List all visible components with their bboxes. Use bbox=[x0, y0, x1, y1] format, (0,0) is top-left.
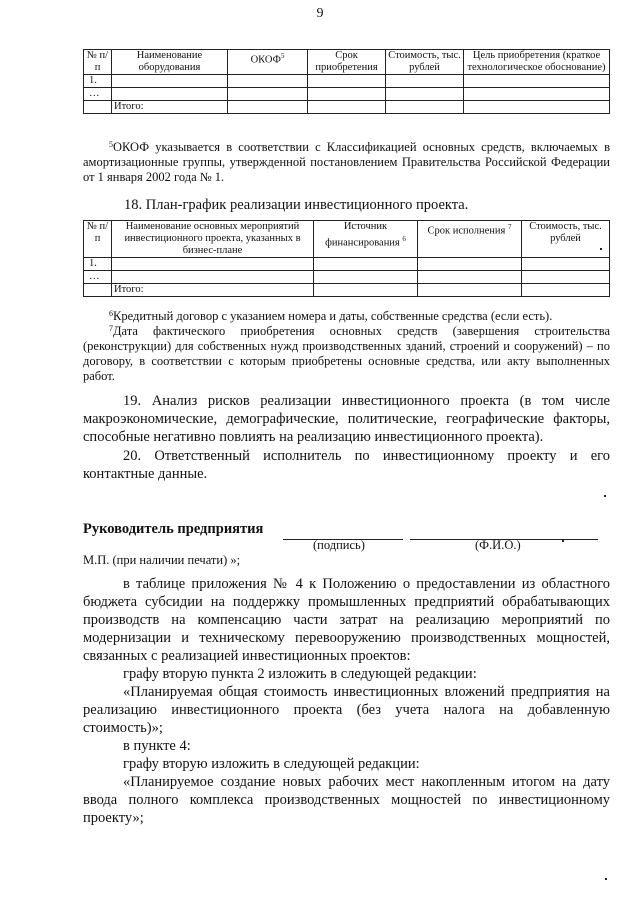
col-header: ОКОФ$^5$ bbox=[228, 50, 308, 75]
col-header: Цель приобретения (краткое технологическое обоснование) bbox=[464, 50, 610, 75]
name-caption: (Ф.И.О.) bbox=[475, 538, 521, 552]
row-number: … bbox=[84, 271, 112, 284]
total-label: Итого: bbox=[112, 284, 314, 297]
table-row bbox=[84, 88, 610, 101]
body-paragraph: графу вторую пункта 2 изложить в следующей редакции: bbox=[123, 666, 477, 682]
stamp-note: М.П. (при наличии печати) »; bbox=[83, 553, 241, 567]
page-number: 9 bbox=[316, 6, 324, 21]
table-row bbox=[84, 258, 610, 271]
col-header: Срок исполнения $^7$ bbox=[418, 221, 522, 258]
col-header: № п/п bbox=[84, 221, 112, 258]
body-paragraph: в таблице приложения № 4 к Положению о предоставлении из областного бюджета субсидии на поддержку промышленных предприятий обрабатывающих производств на компенсацию части затрат на реализацию мероприятий по модернизации и техническому перевооружению производственных мощностей, связанных с реализацией инвестиционных проектов: bbox=[83, 576, 610, 664]
body-paragraph: «Планируемое создание новых рабочих мест накопленным итогом на дату ввода полного комплекса производственных мощностей по инвестиционному проекту»; bbox=[83, 774, 610, 826]
equipment-table bbox=[83, 49, 610, 114]
body-paragraph: в пункте 4: bbox=[123, 738, 191, 754]
scan-speck bbox=[605, 878, 607, 880]
footnote-7: $^7$Дата фактического приобретения основных средств (завершения строительства (реконструкции) для собственных нужд производственных зданий, строений и сооружений) – по договору, в соответствии с которым приобретены основные средства, или акту выполненных работ. bbox=[83, 324, 610, 383]
body-paragraph: графу вторую изложить в следующей редакции: bbox=[123, 756, 420, 772]
director-title: Руководитель предприятия bbox=[83, 521, 264, 537]
table-total-row bbox=[84, 284, 610, 297]
col-header: Стоимость, тыс. рублей bbox=[522, 221, 610, 258]
total-label: Итого: bbox=[112, 101, 228, 114]
scan-speck bbox=[600, 248, 602, 250]
table-total-row bbox=[84, 101, 610, 114]
row-number: … bbox=[84, 88, 112, 101]
row-number: 1. bbox=[84, 258, 112, 271]
col-header: № п/п bbox=[84, 50, 112, 75]
schedule-table bbox=[83, 220, 610, 297]
section-18-heading: 18. План-график реализации инвестиционного проекта. bbox=[124, 197, 469, 213]
scan-speck bbox=[604, 495, 606, 497]
scan-speck bbox=[562, 540, 564, 542]
table-header-row bbox=[84, 221, 610, 258]
row-number: 1. bbox=[84, 75, 112, 88]
col-header: Срок приобретения bbox=[308, 50, 386, 75]
table-header-row bbox=[84, 50, 610, 75]
table-row bbox=[84, 75, 610, 88]
signature-caption: (подпись) bbox=[313, 538, 365, 552]
body-paragraph: «Планируемая общая стоимость инвестиционных вложений предприятия на реализацию инвестиционного проекта (без учета налога на добавленную стоимость)»; bbox=[83, 684, 610, 736]
col-header: Стоимость, тыс. рублей bbox=[386, 50, 464, 75]
col-header: Источник финансирования $^6$ bbox=[314, 221, 418, 258]
table-row bbox=[84, 271, 610, 284]
section-19: 19. Анализ рисков реализации инвестиционного проекта (в том числе макроэкономические, демографические, политические, географические факторы, способные негативно повлиять на реализацию инвестиционного проекта). bbox=[83, 393, 610, 445]
col-header: Наименование оборудования bbox=[112, 50, 228, 75]
footnote-6: $^6$Кредитный договор с указанием номера и даты, собственные средства (если есть). bbox=[109, 309, 553, 323]
section-20: 20. Ответственный исполнитель по инвестиционному проекту и его контактные данные. bbox=[83, 448, 610, 482]
footnote-5: $^5$ОКОФ указывается в соответствии с Классификацией основных средств, включаемых в амортизационные группы, утвержденной постановлением Правительства Российской Федерации от 1 января 2002 года № 1. bbox=[83, 140, 610, 184]
col-header: Наименование основных мероприятий инвестиционного проекта, указанных в бизнес-плане bbox=[112, 221, 314, 258]
